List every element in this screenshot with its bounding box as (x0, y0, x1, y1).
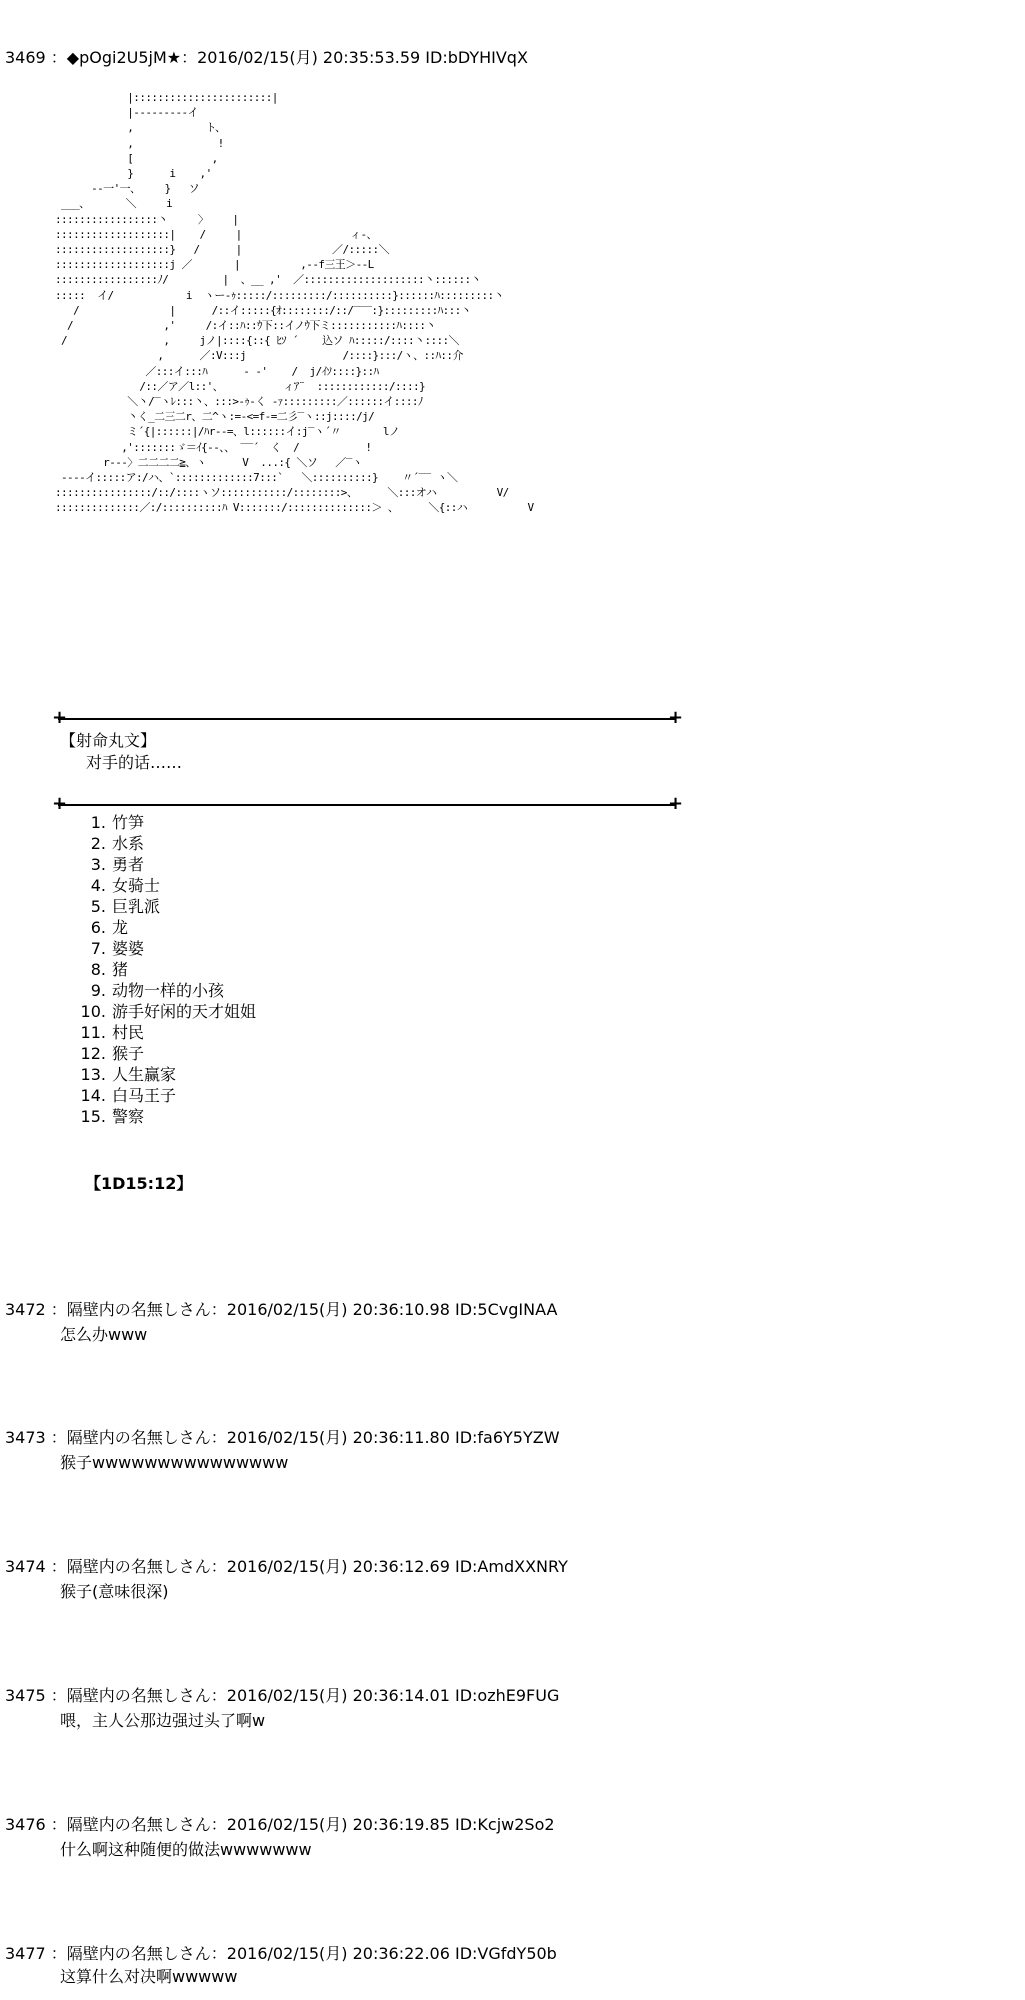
list-item: 14. 白马王子 (80, 1086, 177, 1105)
list-item: 9. 动物一样的小孩 (90, 981, 225, 1000)
ascii-art: |:::::::::::::::::::::::| |‐‐-----‐‐イ , ト、 , ! [ , } i ,' -‐一'一、 } ソ ___、 ＼ i :::::::::::::::::丶 〉 | :::::::::::::::::::| / | ィ-、 :::::::::::::::::::} / | ／/:::::＼ :::::::::::::::::::j ／ | ,‐-f三王＞--L :::::::::::::::::ﾉ/ | 、__ ,' ／::::::::::::::::::::丶::::::丶 ::::: イ/ i ヽー-ｩ:::::/:::::::::/::::::::::}::::::ﾊ:::::::::丶 / | /::イ:::::{ｵ::::::::/::/‾‾‾:}:::::::::ﾊ:::丶 / ,' /:イ::ﾊ::ｳ下::イノｳ下ミ:::::::::::ﾊ::::丶 / , jノ|::::{::{ ﾋｿ ´ 込ソ ﾊ:::::/::::丶::::＼ , ／:V:::j /::::}:::/ヽ、::ﾊ::介 ／:::イ:::ﾊ ‐ ‐' / j/ｲｿ::::}::ﾊ /::／ア／l::'、 ィｱ¨ ::::::::::::/::::} ＼丶/‾ヽﾚ:::丶、:::>-ｩ-く ‐ｧ:::::::::／::::::イ::::ﾉ 丶く_二三二r、二^ヽ:=-<=f-=二彡‾ヽ::j::::/j/ ミ´{|::::::|/ﾊr--=、l::::::イ:j‾ヽ´〃 lノ ,':::::::ゞ＝ｲ{--、、 ‾‾´ く / ! r--‐〉二二二二≧、ヽ V ...:{ ＼ソ ／‾ヽ ---‐イ:::::ア:/ハ、`:::::::::::::7:::` ＼::::::::::} 〃´‾‾ ヽ＼ ::::::::::::::::/::/::::ヽソ:::::::::::/::::::::>、 ＼:::オハ V/ ::::::::::::::／:/::::::::::ﾊ V:::::::/::::::::::::::＞ 、 ＼{::ハ V (55, 91, 534, 515)
dice-result: 【1D15:12】 (85, 1174, 193, 1193)
divider-bottom (58, 804, 676, 806)
post-body: 喂，主人公那边强过头了啊w (60, 1711, 266, 1730)
list-item: 3. 勇者 (90, 855, 145, 874)
post-body: 猴子(意味很深) (60, 1582, 169, 1601)
list-item: 6. 龙 (90, 918, 129, 937)
list-item: 11. 村民 (80, 1023, 145, 1042)
list-item: 7. 婆婆 (90, 939, 145, 958)
post-header: 3472 ：隔壁内の名無しさん：2016/02/15(月) 20:36:10.98 ID:5CvgINAA (5, 1300, 558, 1319)
list-item: 10. 游手好闲的天才姐姐 (80, 1002, 257, 1021)
post-header: 3473 ：隔壁内の名無しさん：2016/02/15(月) 20:36:11.80 ID:fa6Y5YZW (5, 1428, 560, 1447)
list-item: 4. 女骑士 (90, 876, 161, 895)
post-body: 什么啊这种随便的做法wwwwwww (60, 1840, 312, 1859)
post-body: 猴子wwwwwwwwwwwwwww (60, 1453, 289, 1472)
post-header: 3474 ：隔壁内の名無しさん：2016/02/15(月) 20:36:12.69 ID:AmdXXNRY (5, 1557, 568, 1576)
divider-cross-left: + (52, 793, 68, 814)
speech-line: 对手的话…… (86, 753, 183, 772)
option-list (72, 812, 256, 1127)
post-header: 3477 ：隔壁内の名無しさん：2016/02/15(月) 20:36:22.06 ID:VGfdY50b (5, 1944, 557, 1963)
list-item: 15. 警察 (80, 1107, 145, 1126)
list-item: 5. 巨乳派 (90, 897, 161, 916)
post-header: 3475 ：隔壁内の名無しさん：2016/02/15(月) 20:36:14.01 ID:ozhE9FUG (5, 1686, 560, 1705)
divider-cross-left: + (52, 707, 68, 728)
list-item: 12. 猴子 (80, 1044, 145, 1063)
post-header: 3476 ：隔壁内の名無しさん：2016/02/15(月) 20:36:19.85 ID:Kcjw2So2 (5, 1815, 555, 1834)
list-item: 13. 人生赢家 (80, 1065, 177, 1084)
divider-cross-right: + (668, 707, 684, 728)
post-body: 这算什么对决啊wwwww (60, 1967, 238, 1986)
divider-top (58, 718, 676, 720)
divider-cross-right: + (668, 793, 684, 814)
list-item: 2. 水系 (90, 834, 145, 853)
post-header: 3469 ：◆pOgi2U5jM★：2016/02/15(月) 20:35:53.59 ID:bDYHIVqX (5, 48, 528, 67)
speaker-name: 【射命丸文】 (60, 731, 157, 750)
post-body: 怎么办www (60, 1325, 148, 1344)
list-item: 1. 竹笋 (90, 813, 145, 832)
list-item: 8. 猪 (90, 960, 129, 979)
